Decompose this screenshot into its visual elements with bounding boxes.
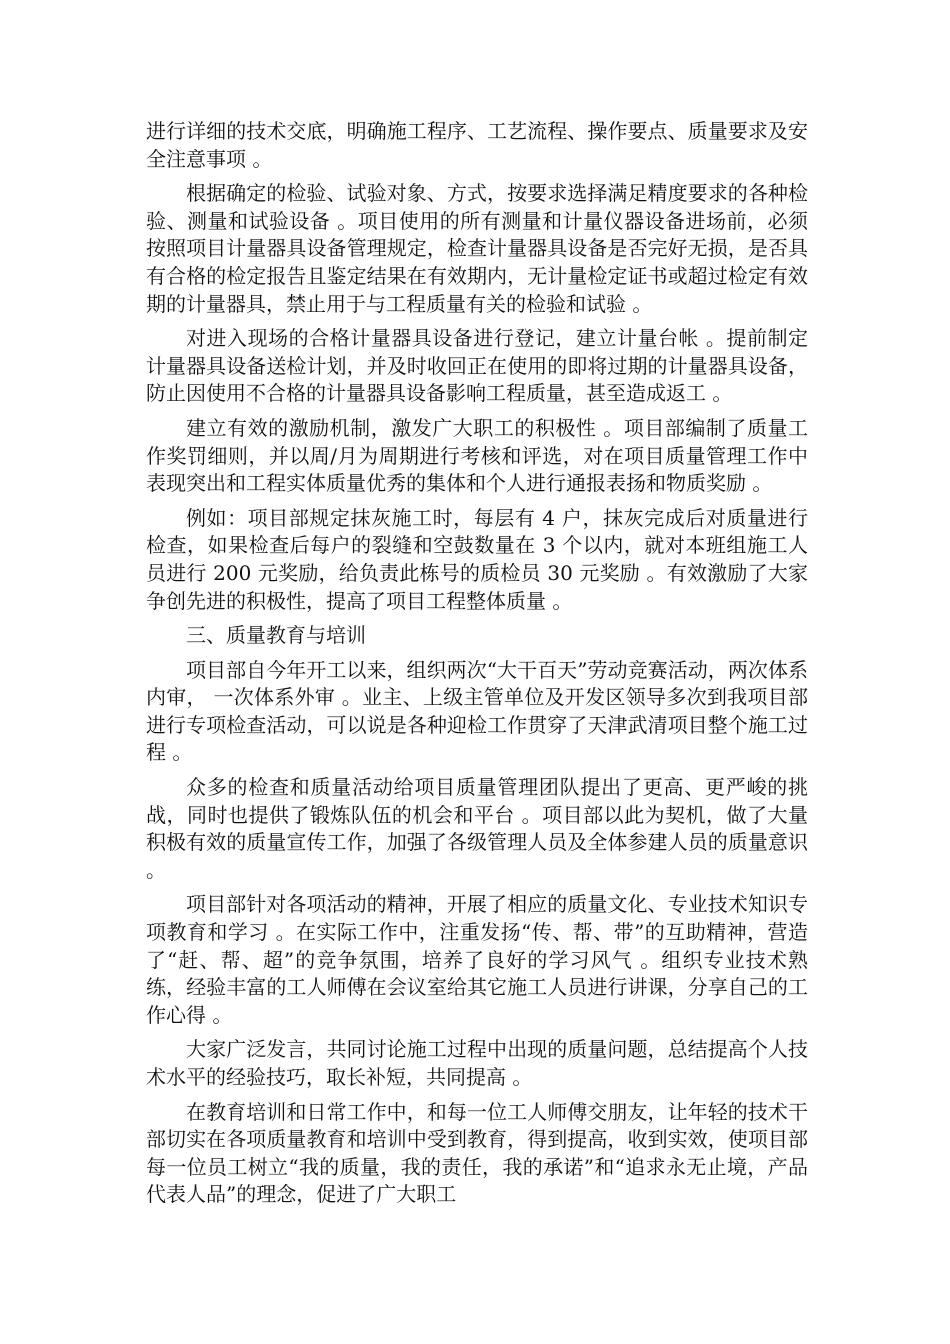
document-body <box>146 118 808 1216</box>
paragraph-competition-activities: 项目部自今年开工以来，组织两次“大干百天”劳动竞赛活动，两次体系内审， 一次体系外审 。业主、上级主管单位及开发区领导多次到我项目部进行专项检查活动，可以说是各种迎检工作贯穿了天津武清项目整个施工过程 。 <box>146 657 808 765</box>
paragraph-discussion: 大家广泛发言，共同讨论施工过程中出现的质量问题，总结提高个人技术水平的经验技巧，取长补短，共同提高 。 <box>146 1037 808 1089</box>
paragraph-training-results: 在教育培训和日常工作中，和每一位工人师傅交朋友，让年轻的技术干部切实在各项质量教育和培训中受到教育，得到提高，收到实效，使项目部每一位员工树立“我的质量，我的责任，我的承诺”和“追求永无止境，产品代表人品”的理念，促进了广大职工 <box>146 1099 808 1207</box>
section-heading-quality-education: 三、质量教育与培训 <box>186 623 366 648</box>
paragraph-inspection-equipment: 根据确定的检验、试验对象、方式，按要求选择满足精度要求的各种检验、测量和试验设备 。项目使用的所有测量和计量仪器设备进场前，必须按照项目计量器具设备管理规定，检查计量器具设备是否完好无损，是否具有合格的检定报告且鉴定结果在有效期内，无计量检定证书或超过检定有效期的计量器具，禁止用于与工程质量有关的检验和试验 。 <box>146 181 808 316</box>
paragraph-technical-briefing: 进行详细的技术交底，明确施工程序、工艺流程、操作要点、质量要求及安全注意事项 。 <box>146 119 808 171</box>
paragraph-incentive-mechanism: 建立有效的激励机制，激发广大职工的积极性 。项目部编制了质量工作奖罚细则，并以周/月为周期进行考核和评选，对在项目质量管理工作中表现突出和工程实体质量优秀的集体和个人进行通报表扬和物质奖励 。 <box>146 415 808 496</box>
paragraph-quality-culture: 项目部针对各项活动的精神，开展了相应的质量文化、专业技术知识专项教育和学习 。在实际工作中，注重发扬“传、帮、带”的互助精神，营造了“赶、帮、超”的竞争氛围，培养了良好的学习风气 。组织专业技术熟练，经验丰富的工人师傅在会议室给其它施工人员进行讲课，分享自己的工作心得 。 <box>146 892 808 1027</box>
paragraph-incentive-example: 例如：项目部规定抹灰施工时，每层有 4 户，抹灰完成后对质量进行检查，如果检查后每户的裂缝和空鼓数量在 3 个以内，就对本班组施工人员进行 200 元奖励，给负责此栋号的质检员 30 元奖励 。有效激励了大家争创先进的积极性，提高了项目工程整体质量 。 <box>146 505 808 613</box>
paragraph-measurement-ledger: 对进入现场的合格计量器具设备进行登记，建立计量台帐 。提前制定计量器具设备送检计划，并及时收回正在使用的即将过期的计量器具设备，防止因使用不合格的计量器具设备影响工程质量，甚至造成返工 。 <box>146 326 808 406</box>
paragraph-quality-awareness: 众多的检查和质量活动给项目质量管理团队提出了更高、更严峻的挑战，同时也提供了锻炼队伍的机会和平台 。项目部以此为契机，做了大量积极有效的质量宣传工作，加强了各级管理人员及全体参建人员的质量意识 。 <box>146 775 808 882</box>
